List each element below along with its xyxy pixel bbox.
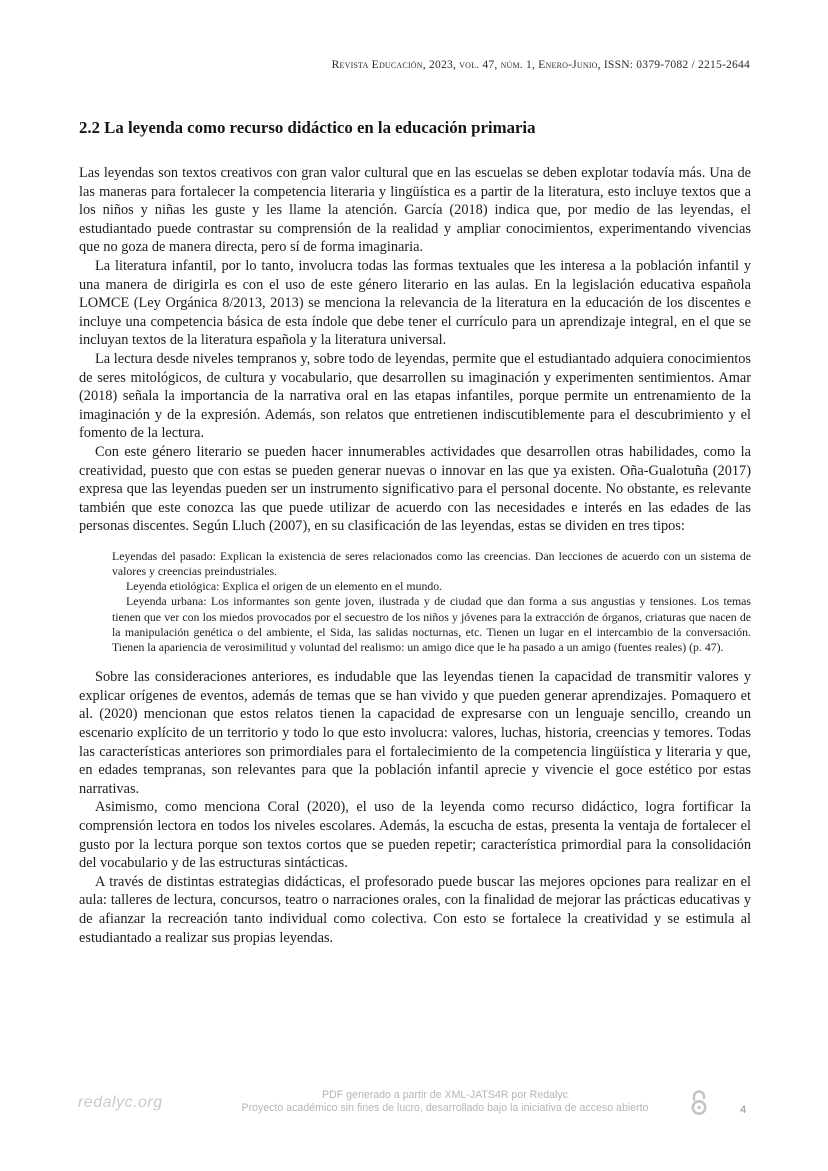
paragraph: La lectura desde niveles tempranos y, sobre todo de leyendas, permite que el estudiantado adquiera conocimientos de seres mitológicos, de cultura y vocabulario, que desarrollen su imaginación y experimenten sentimientos. Amar (2018) señala la importancia de la narrativa oral en las etapas infantiles, porque permite un entrenamiento de la imaginación y de la expresión. Además, son relatos que entretienen indiscutiblemente para el descubrimiento y el fomento de la lectura. bbox=[79, 350, 751, 442]
quote-paragraph: Leyendas del pasado: Explican la existencia de seres relacionados como las creencias. Dan lecciones de acuerdo con un sistema de valores y creencias preindustriales. bbox=[112, 548, 751, 579]
paragraph: La literatura infantil, por lo tanto, involucra todas las formas textuales que les interesa a la población infantil y una manera de dirigirla es con el uso de este género literario en las aulas. En la legislación educativa española LOMCE (Ley Orgánica 8/2013, 2013) se menciona la relevancia de la literatura en la educación de los discentes e incluye una competencia básica de esta índole que debe tener el currículo para un aprendizaje integral, en el que se incluyan textos de la literatura española y la literatura universal. bbox=[79, 257, 751, 349]
footer-text bbox=[210, 1089, 680, 1115]
paragraph: A través de distintas estrategias didácticas, el profesorado puede buscar las mejores opciones para realizar en el aula: talleres de lectura, concursos, teatro o narraciones orales, con la finalidad de mejorar las prácticas educativas y de afianzar la recreación tanto individual como colectiva. Con esto se fortalece la creatividad y se estimula al estudiantado a realizar sus propias leyendas. bbox=[79, 873, 751, 946]
footer-line-2: Proyecto académico sin fines de lucro, desarrollado bajo la iniciativa de acceso abierto bbox=[241, 1102, 649, 1114]
quote-paragraph: Leyenda etiológica: Explica el origen de un elemento en el mundo. bbox=[126, 579, 443, 594]
paragraph: Las leyendas son textos creativos con gran valor cultural que en las escuelas se deben explotar todavía más. Una de las maneras para fortalecer la competencia literaria y lingüística es a partir de la literatura, esto incluye textos que a los niños y niñas les guste y les llame la atención. García (2018) indica que, por medio de las leyendas, el estudiantado puede contrastar su comprensión de la realidad y ampliar conocimientos, experimentando vivencias que no goza de manera directa, pero sí de forma imaginaria. bbox=[79, 165, 751, 256]
paragraph: Con este género literario se pueden hacer innumerables actividades que desarrollen otras habilidades, como la creatividad, puesto que con estas se pueden generar nuevas o innovar en las que ya existen. Oña-Gualotuña (2017) expresa que las leyendas pueden ser un instrumento significativo para el personal docente. No obstante, es relevante también que este conozca las que puede utilizar de acuerdo con las necesidades e interés en las edades de las personas discentes. Según Lluch (2007), en su clasificación de las leyendas, estas se dividen en tres tipos: bbox=[79, 443, 751, 535]
paragraph: Asimismo, como menciona Coral (2020), el uso de la leyenda como recurso didáctico, logra fortificar la comprensión lectora en todos los niveles escolares. Además, la escucha de estas, presenta la ventaja de fortalecer el gusto por la lectura porque son textos cortos que se pueden repetir; característica primordial para la consolidación del vocabulario y de las estructuras sintácticas. bbox=[79, 799, 751, 872]
open-access-icon bbox=[689, 1089, 709, 1117]
body-text bbox=[79, 164, 751, 947]
block-quote bbox=[112, 549, 751, 655]
section-heading: 2.2 La leyenda como recurso didáctico en la educación primaria bbox=[79, 118, 536, 137]
page-number: 4 bbox=[740, 1104, 747, 1116]
redalyc-logo[interactable]: redalyc.org bbox=[78, 1094, 163, 1111]
footer-line-1: PDF generado a partir de XML-JATS4R por Redalyc bbox=[322, 1089, 568, 1101]
running-head: Revista Educación, 2023, vol. 47, núm. 1, Enero-Junio, ISSN: 0379-7082 / 2215-2644 bbox=[331, 58, 750, 71]
quote-paragraph: Leyenda urbana: Los informantes son gente joven, ilustrada y de ciudad que dan forma a sus angustias y tensiones. Los temas tienen que ver con los miedos provocados por el secuestro de los niños y jóvenes para la extracción de órganos, criaturas que nacen de la manipulación genética o del ambiente, el Sida, las salidas nocturnas, etc. Tienen un lugar en el intercambio de la conversación. Tienen la apariencia de verosimilitud y voluntad del realismo: un amigo dice que le ha pasado a un amigo (fuentes reales) (p. 47). bbox=[112, 594, 751, 655]
paragraph: Sobre las consideraciones anteriores, es indudable que las leyendas tienen la capacidad de transmitir valores y explicar orígenes de eventos, además de temas que se han vivido y que pueden generar aprendizajes. Pomaquero et al. (2020) mencionan que estos relatos tienen la capacidad de expresarse con un lenguaje sencillo, creando un escenario explícito de un territorio y todo lo que esto involucra: valores, luchas, historia, creencias y temores. Todas las características anteriores son primordiales para el fortalecimiento de la competencia lingüística y literaria y que, en edades tempranas, son relevantes para que la población infantil aprecie y vivencie el goce estético por estas narrativas. bbox=[79, 669, 751, 797]
